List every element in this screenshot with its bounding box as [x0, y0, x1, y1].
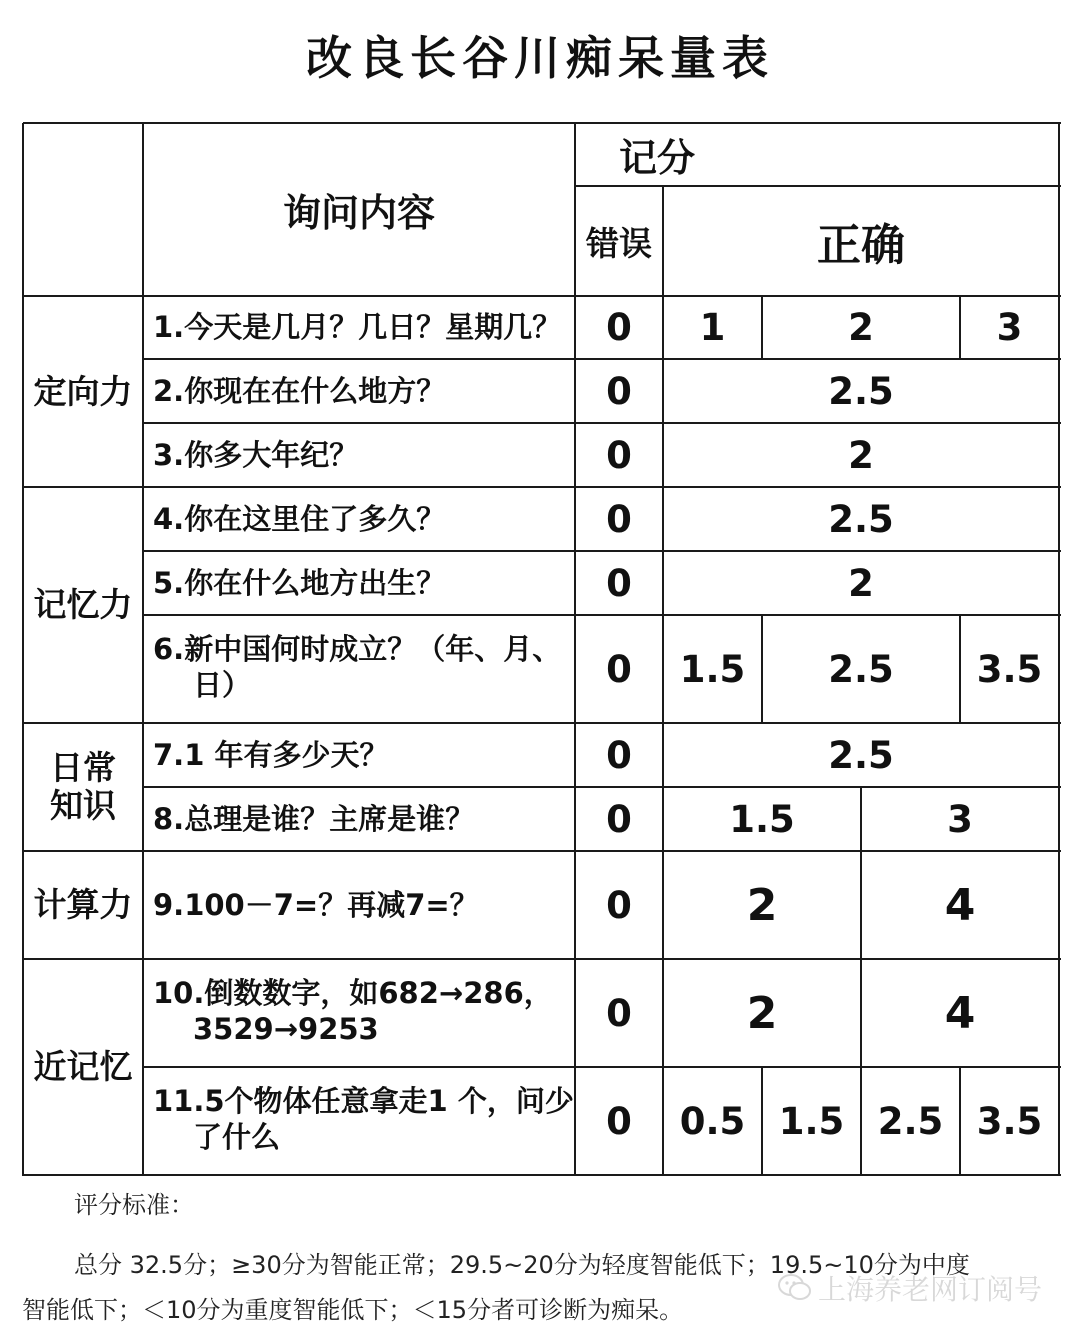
question-text — [143, 787, 575, 851]
question-line-2: 日） — [193, 668, 252, 703]
correct-score: 4 — [944, 879, 976, 931]
question-text — [143, 359, 575, 423]
correct-score: 1.5 — [679, 647, 746, 691]
question-line-1: 6.新中国何时成立？（年、月、 — [153, 632, 562, 666]
question-line-2: 了什么 — [193, 1120, 281, 1155]
content-header: 询问内容 — [282, 191, 435, 235]
question-line-1: 4.你在这里住了多久？ — [153, 501, 446, 536]
correct-score: 2.5 — [828, 647, 894, 691]
notes-line-2: 智能低下；＜10分为重度智能低下；＜15分者可诊断为痴呆。 — [22, 1296, 684, 1324]
question-line-1: 5.你在什么地方出生？ — [153, 565, 446, 600]
question-line-1: 1.今天是几月？几日？星期几？ — [153, 310, 562, 345]
correct-score: 4 — [944, 987, 976, 1039]
category-label: 定向力 — [33, 371, 133, 411]
correct-score: 2.5 — [828, 733, 894, 777]
correct-score: 1.5 — [729, 797, 795, 841]
wrong-score: 0 — [606, 1099, 632, 1143]
correct-score: 0.5 — [679, 1099, 746, 1143]
question-line-1: 10.倒数数字，如682→286， — [153, 976, 553, 1010]
wrong-score: 0 — [606, 369, 632, 413]
score-header: 记分 — [619, 136, 696, 180]
correct-score: 2 — [848, 306, 874, 349]
wechat-icon — [778, 1273, 812, 1303]
watermark — [778, 1268, 1042, 1308]
category-label: 日常 知识 — [50, 748, 116, 825]
question-text — [143, 487, 575, 551]
question-text — [143, 296, 575, 359]
correct-score: 3 — [947, 797, 973, 841]
wrong-score: 0 — [606, 497, 632, 541]
notes-line-1: 总分 32.5分；≥30分为智能正常；29.5~20分为轻度智能低下；19.5~10分为中度 — [74, 1251, 970, 1279]
correct-score: 2.5 — [828, 369, 894, 413]
correct-score: 3 — [996, 306, 1023, 349]
page-title: 改良长谷川痴呆量表 — [306, 31, 774, 85]
correct-score: 2.5 — [828, 497, 894, 541]
category-label: 近记忆 — [33, 1047, 133, 1087]
correct-score: 1 — [699, 306, 726, 349]
right-header: 正确 — [817, 220, 905, 271]
question-line-1: 7.1 年有多少天？ — [153, 737, 389, 772]
wrong-score: 0 — [606, 647, 632, 691]
correct-score: 3.5 — [976, 647, 1043, 691]
wrong-score: 0 — [606, 733, 632, 777]
notes-label: 评分标准： — [74, 1191, 194, 1219]
watermark-text: 上海养老网订阅号 — [817, 1273, 1042, 1306]
question-line-2: 3529→9253 — [193, 1012, 379, 1047]
question-line-1: 3.你多大年纪？ — [153, 437, 359, 472]
question-line-1: 11.5个物体任意拿走1 个，问少 — [153, 1084, 574, 1118]
correct-score: 2 — [746, 987, 778, 1039]
wrong-header: 错误 — [586, 223, 652, 263]
category-label: 计算力 — [33, 885, 133, 925]
correct-score: 3.5 — [976, 1099, 1043, 1143]
wrong-score: 0 — [606, 433, 632, 477]
correct-score: 2.5 — [877, 1099, 944, 1143]
correct-score: 2 — [746, 879, 778, 931]
question-text — [143, 423, 575, 487]
wrong-score: 0 — [606, 306, 632, 349]
question-text — [143, 551, 575, 615]
correct-score: 1.5 — [778, 1099, 845, 1143]
question-text — [143, 851, 575, 959]
question-text — [143, 615, 575, 723]
question-text — [143, 1067, 575, 1175]
wrong-score: 0 — [606, 991, 632, 1035]
question-line-1: 2.你现在在什么地方？ — [153, 373, 446, 408]
category-label: 记忆力 — [33, 585, 133, 625]
question-line-1: 9.100－7=？再减7=？ — [153, 887, 479, 922]
question-text — [143, 723, 575, 787]
question-text — [143, 959, 575, 1067]
question-line-1: 8.总理是谁？主席是谁？ — [153, 801, 475, 836]
correct-score: 2 — [848, 433, 874, 477]
wrong-score: 0 — [606, 797, 632, 841]
wrong-score: 0 — [606, 883, 632, 927]
correct-score: 2 — [848, 561, 874, 605]
wrong-score: 0 — [606, 561, 632, 605]
